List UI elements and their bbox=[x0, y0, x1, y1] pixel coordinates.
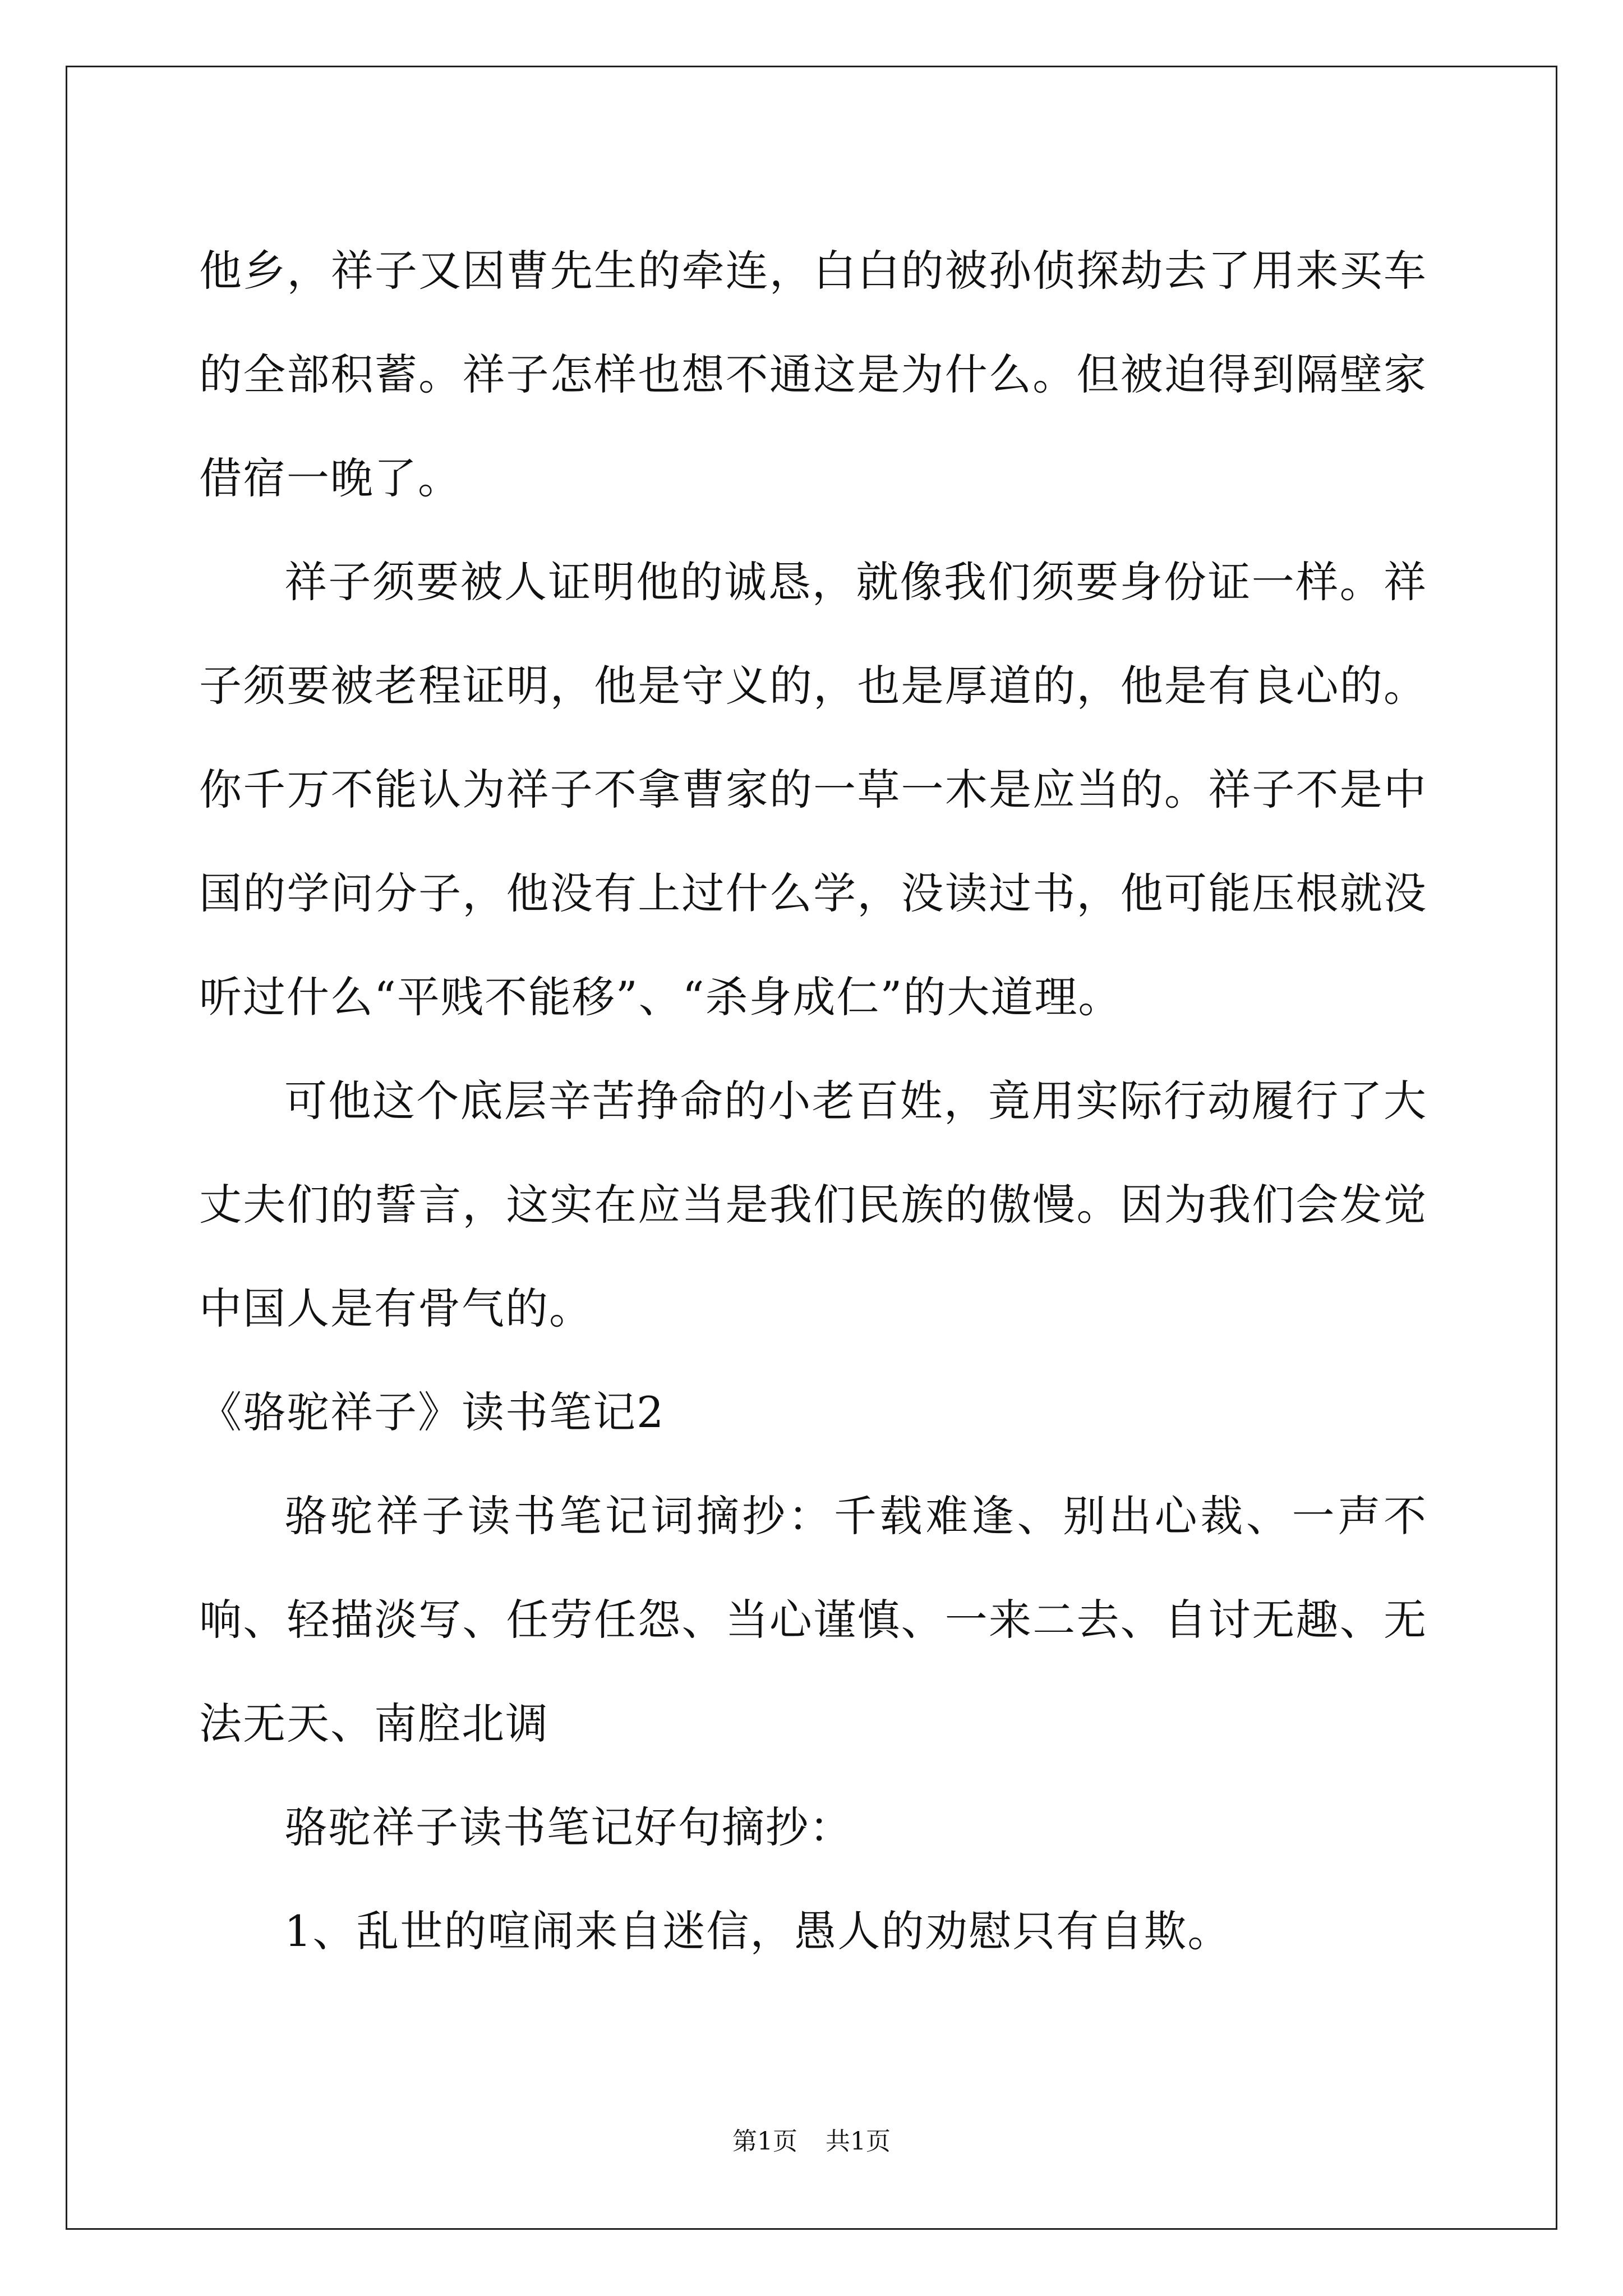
paragraph-sentence-excerpts-label: 骆驼祥子读书笔记好句摘抄： bbox=[284, 1802, 853, 1852]
paragraph-xiangzi-proof: 祥子须要被人证明他的诚恳，就像我们须要身份证一样。祥子须要被老程证明，他是守义的，也是厚道的，他是有良心的。你千万不能认为祥子不拿曹家的一草一木是应当的。祥子不是中国的学问分子，他没有上过什么学，没读过书，他可能压根就没听过什么“平贱不能移”、“杀身成仁”的大道理。 bbox=[199, 557, 1427, 1022]
page-total: 共1页 bbox=[826, 2127, 891, 2156]
document-body bbox=[199, 219, 1427, 1983]
paragraph-excerpt-1: 1、乱世的喧闹来自迷信，愚人的劝慰只有自欺。 bbox=[284, 1906, 1232, 1956]
page-number: 第1页 bbox=[732, 2127, 797, 2156]
paragraph-continuation: 他乡，祥子又因曹先生的牵连，白白的被孙侦探劫去了用来买车的全部积蓄。祥子怎样也想不通这是为什么。但被迫得到隔壁家借宿一晚了。 bbox=[199, 246, 1427, 503]
paragraph-backbone: 可他这个底层辛苦挣命的小老百姓，竟用实际行动履行了大丈夫们的誓言，这实在应当是我们民族的傲慢。因为我们会发觉中国人是有骨气的。 bbox=[199, 1076, 1427, 1333]
paragraph-word-excerpts: 骆驼祥子读书笔记词摘抄：千载难逢、别出心裁、一声不响、轻描淡写、任劳任怨、当心谨慎、一来二去、自讨无趣、无法无天、南腔北调 bbox=[199, 1491, 1427, 1749]
page-footer bbox=[0, 2125, 1623, 2159]
section-heading: 《骆驼祥子》读书笔记2 bbox=[199, 1387, 665, 1437]
